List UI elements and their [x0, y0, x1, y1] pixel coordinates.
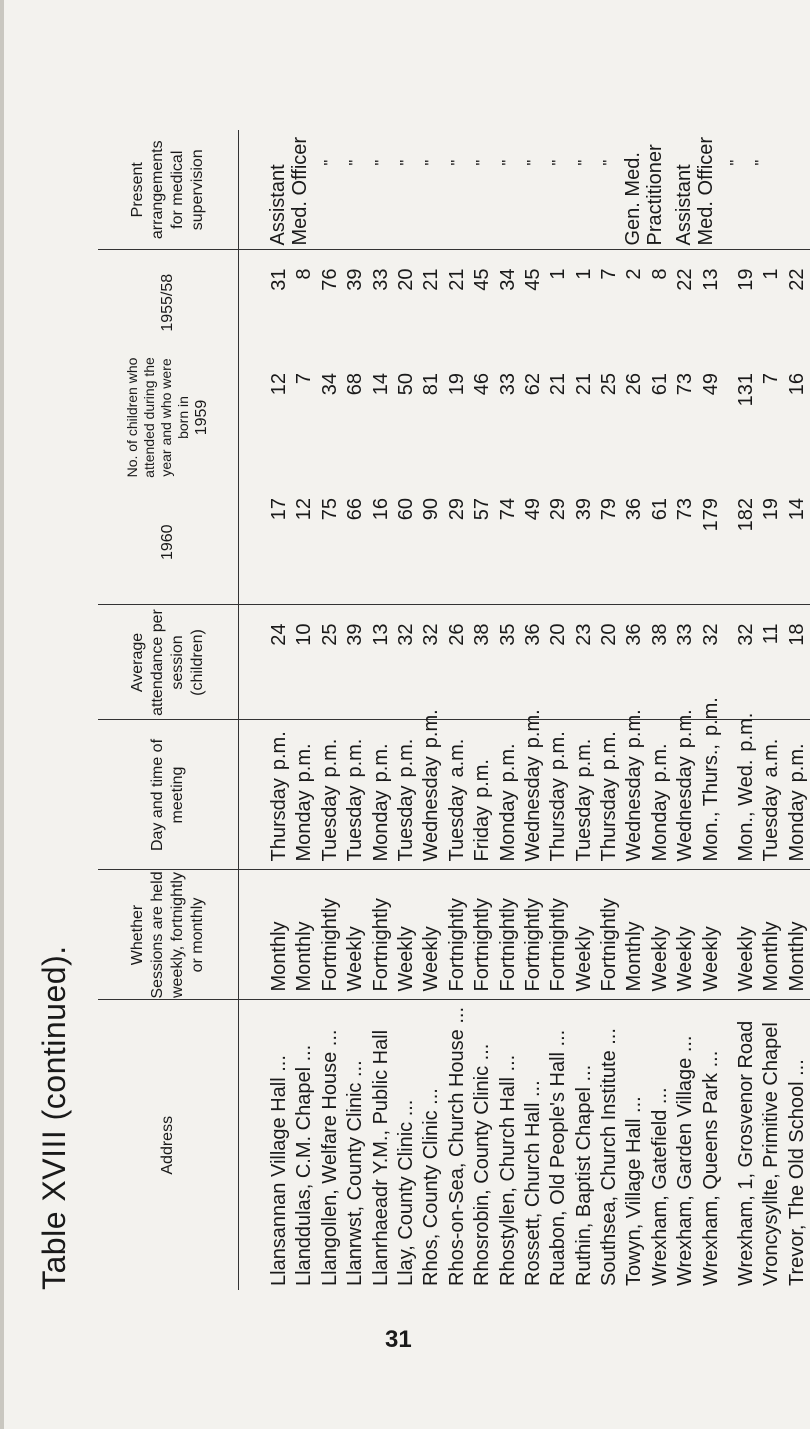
count-1959-cell: 49	[699, 373, 722, 396]
day-text: Wednesday	[623, 756, 646, 862]
count-1960-cell: 19	[760, 498, 783, 521]
sessions-cell: Fortnightly	[521, 898, 544, 992]
attendance-cell: 23	[572, 623, 595, 646]
count-1959-cell: 62	[521, 373, 544, 396]
address-cell: Rhosrobin, County Clinic ...	[471, 1043, 494, 1286]
count-1960-cell: 39	[572, 498, 595, 521]
day-time-cell	[445, 721, 470, 870]
count-1960-cell: 75	[318, 498, 341, 521]
address-cell: Wrexham, Queens Park ...	[699, 1050, 722, 1286]
count-1955-58-cell: 20	[394, 268, 417, 291]
ditto-mark: "	[499, 159, 517, 166]
time-text: p.m.	[268, 731, 290, 771]
header-day-time: Day and time of meeting	[98, 720, 239, 870]
count-1955-58-cell: 2	[623, 268, 646, 280]
count-1959-cell: 19	[445, 373, 468, 396]
day-time-cell	[572, 721, 597, 870]
sessions-cell: Monthly	[293, 921, 316, 992]
address-cell: Ruabon, Old People's Hall ...	[547, 1029, 570, 1286]
header-1960	[98, 480, 239, 605]
day-text: Monday	[648, 790, 671, 862]
day-text: Thursday	[598, 778, 621, 862]
count-1955-58-cell: 1	[572, 268, 595, 280]
col-officer	[239, 130, 810, 250]
day-text: Monday	[369, 790, 392, 862]
address-cell: Rhos, County Clinic ...	[420, 1088, 443, 1286]
time-text: p.m.	[521, 709, 544, 749]
attendance-cell: 32	[735, 623, 758, 646]
day-time-cell	[546, 721, 571, 870]
day-text: Tuesday	[572, 785, 595, 862]
header-attendance: Average attendance per session (children)	[98, 605, 239, 720]
attendance-cell: 13	[369, 623, 392, 646]
count-1959-cell: 26	[623, 373, 646, 396]
count-1959-cell: 33	[496, 373, 519, 396]
attendance-cell: 36	[521, 623, 544, 646]
count-1959-cell: 21	[547, 373, 570, 396]
count-1955-58-cell: 76	[318, 268, 341, 291]
day-text: Monday	[785, 790, 808, 862]
col-sessions	[239, 870, 810, 1000]
time-text: p.m.	[699, 697, 722, 737]
sessions-cell: Weekly	[648, 926, 671, 992]
officer-label-assistant-2: Assistant Med. Officer	[673, 136, 718, 246]
count-1959-cell: 25	[598, 373, 621, 396]
sessions-cell: Fortnightly	[598, 898, 621, 992]
ditto-mark: "	[321, 159, 339, 166]
ditto-mark: "	[575, 159, 593, 166]
day-text: Mon., Thurs.,	[699, 744, 722, 862]
time-text: p.m.	[394, 738, 417, 778]
count-1955-58-cell: 33	[369, 268, 392, 291]
count-1955-58-cell: 7	[598, 268, 621, 280]
sessions-cell: Monthly	[623, 921, 646, 992]
day-text: Monday	[293, 790, 316, 862]
group-label: No. of children who attended during the year and who were born in	[124, 357, 191, 478]
time-text: p.m.	[344, 738, 367, 778]
count-1959-cell: 16	[785, 373, 808, 396]
sessions-cell: Weekly	[394, 926, 417, 992]
attendance-cell: 33	[674, 623, 697, 646]
day-time-cell	[267, 721, 292, 870]
sessions-cell: Weekly	[735, 926, 758, 992]
ditto-mark: "	[423, 159, 441, 166]
attendance-cell: 32	[420, 623, 443, 646]
sessions-cell: Fortnightly	[445, 898, 468, 992]
time-text: p.m.	[648, 743, 671, 783]
sessions-cell: Fortnightly	[369, 898, 392, 992]
count-1955-58-cell: 8	[293, 268, 316, 280]
clinic-table	[98, 130, 810, 1290]
count-1955-58-cell: 22	[674, 268, 697, 291]
year-1960-label: 1960	[159, 524, 176, 561]
officer-label-assistant: Assistant Med. Officer	[267, 136, 311, 246]
ditto-mark: "	[728, 159, 746, 166]
time-text: p.m.	[623, 709, 646, 749]
count-1960-cell: 17	[268, 498, 290, 521]
address-cell: Llangollen, Welfare House ...	[318, 1029, 341, 1286]
col-attendance	[239, 605, 810, 720]
day-text: Tuesday	[760, 785, 783, 862]
sessions-cell: Weekly	[344, 926, 367, 992]
ditto-mark: "	[397, 159, 415, 166]
count-1960-cell: 182	[735, 498, 758, 532]
day-time-cell	[673, 709, 698, 870]
count-1955-58-cell: 21	[445, 268, 468, 291]
count-1959-cell: 7	[293, 373, 316, 385]
page-number: 31	[385, 1326, 412, 1353]
attendance-cell: 18	[785, 623, 808, 646]
address-cell: Trevor, The Old School ...	[785, 1059, 808, 1286]
count-1955-58-cell: 8	[648, 268, 671, 280]
address-cell: Southsea, Church Institute ...	[598, 1028, 621, 1286]
time-text: p.m.	[785, 743, 808, 783]
address-cell: Rhostyllen, Church Hall ...	[496, 1054, 519, 1286]
address-cell: Towyn, Village Hall ...	[623, 1096, 646, 1286]
day-text: Wednesday	[420, 756, 443, 862]
address-cell: Ruthin, Baptist Chapel ...	[572, 1064, 595, 1286]
sessions-cell: Weekly	[674, 926, 697, 992]
time-text: p.m.	[293, 743, 316, 783]
attendance-cell: 20	[598, 623, 621, 646]
header-1959	[98, 355, 239, 480]
count-1960-cell: 66	[344, 498, 367, 521]
count-1955-58-cell: 45	[521, 268, 544, 291]
time-text: p.m.	[496, 743, 519, 783]
count-1959-cell: 68	[344, 373, 367, 396]
ditto-mark: "	[372, 159, 390, 166]
day-text: Tuesday	[318, 785, 341, 862]
address-cell: Llanrwst, County Clinic ...	[344, 1060, 367, 1286]
day-text: Wednesday	[521, 756, 544, 862]
address-cell: Wrexham, 1, Grosvenor Road	[735, 1020, 758, 1286]
ditto-mark: "	[347, 159, 365, 166]
officer-label-gp: Gen. Med. Practitioner	[622, 144, 667, 246]
sessions-cell: Weekly	[699, 926, 722, 992]
address-cell: Rhos-on-Sea, Church House ...	[445, 1006, 468, 1286]
attendance-cell: 32	[394, 623, 417, 646]
attendance-cell: 38	[648, 623, 671, 646]
day-text: Thursday	[547, 778, 570, 862]
sessions-cell: Weekly	[420, 926, 443, 992]
time-text: p.m.	[572, 738, 595, 778]
count-1955-58-cell: 1	[547, 268, 570, 280]
count-1960-cell: 16	[369, 498, 392, 521]
attendance-cell: 36	[623, 623, 646, 646]
day-time-cell	[496, 721, 521, 870]
count-1959-cell: 12	[268, 373, 290, 396]
count-1955-58-cell: 45	[471, 268, 494, 291]
attendance-cell: 24	[268, 623, 290, 646]
day-time-cell	[343, 721, 368, 870]
attendance-cell: 32	[699, 623, 722, 646]
day-time-cell	[759, 721, 784, 870]
day-time-cell	[470, 721, 495, 870]
address-cell: Rossett, Church Hall ...	[521, 1080, 544, 1286]
sessions-cell: Monthly	[785, 921, 808, 992]
count-1960-cell: 79	[598, 498, 621, 521]
day-time-cell	[369, 721, 394, 870]
attendance-cell: 11	[760, 623, 783, 645]
sessions-cell: Fortnightly	[547, 898, 570, 992]
day-text: Thursday	[268, 778, 290, 862]
ditto-mark: "	[474, 159, 492, 166]
time-text: p.m.	[598, 731, 621, 771]
count-1960-cell: 29	[445, 498, 468, 521]
col-day-time	[239, 697, 810, 870]
ditto-mark: "	[601, 159, 619, 166]
time-text: a.m.	[760, 738, 783, 778]
count-1959-cell: 7	[760, 373, 783, 385]
header-address: Address	[98, 1000, 239, 1290]
day-time-cell	[521, 709, 546, 870]
sessions-cell: Monthly	[760, 921, 783, 992]
rotated-table-sheet	[30, 90, 808, 1300]
count-1955-58-cell: 31	[268, 268, 290, 291]
day-time-cell	[318, 721, 343, 870]
count-1955-58-cell: 34	[496, 268, 519, 291]
sessions-cell: Fortnightly	[471, 898, 494, 992]
count-1960-cell: 73	[674, 498, 697, 521]
header-row	[98, 130, 239, 1290]
count-1959-cell: 14	[369, 373, 392, 396]
count-1959-cell: 46	[471, 373, 494, 396]
year-1959-label: 1959	[193, 399, 210, 436]
address-cell: Llansannan Village Hall ...	[268, 1055, 290, 1286]
count-1960-cell: 60	[394, 498, 417, 521]
day-text: Monday	[496, 790, 519, 862]
sessions-cell: Fortnightly	[318, 898, 341, 992]
count-1955-58-cell: 21	[420, 268, 443, 291]
attendance-cell: 35	[496, 623, 519, 646]
day-time-cell	[699, 697, 724, 870]
count-1960-cell: 90	[420, 498, 443, 521]
table-body	[239, 130, 810, 1290]
attendance-cell: 25	[318, 623, 341, 646]
attendance-cell: 26	[445, 623, 468, 646]
page-title: Table XVIII (continued).	[36, 945, 72, 1290]
address-cell: Llanrhaeadr Y.M., Public Hall	[369, 1029, 392, 1286]
attendance-cell: 39	[344, 623, 367, 646]
day-text: Tuesday	[445, 785, 468, 862]
count-1959-cell: 34	[318, 373, 341, 396]
count-1960-cell: 29	[547, 498, 570, 521]
address-cell: Wrexham, Gatefield ...	[648, 1087, 671, 1286]
address-cell: Llay, County Clinic ...	[394, 1099, 417, 1286]
day-time-cell	[394, 721, 419, 870]
count-1960-cell: 61	[648, 498, 671, 521]
col-1960	[239, 480, 810, 605]
day-text: Wednesday	[674, 756, 697, 862]
count-1955-58-cell: 19	[735, 268, 758, 291]
attendance-cell: 38	[471, 623, 494, 646]
count-1960-cell: 57	[471, 498, 494, 521]
sessions-cell: Weekly	[572, 926, 595, 992]
day-time-cell	[419, 709, 444, 870]
day-time-cell	[648, 721, 673, 870]
col-1959	[239, 355, 810, 480]
count-1959-cell: 21	[572, 373, 595, 396]
time-text: p.m.	[318, 738, 341, 778]
header-1955-58	[98, 250, 239, 355]
day-time-cell	[734, 712, 759, 870]
page-edge	[0, 0, 4, 1429]
count-1955-58-cell: 39	[344, 268, 367, 291]
count-1959-cell: 131	[735, 373, 758, 407]
count-1955-58-cell: 22	[785, 268, 808, 291]
ditto-mark: "	[448, 159, 466, 166]
time-text: p.m.	[420, 709, 443, 749]
day-time-cell	[622, 709, 647, 870]
day-text: Friday	[471, 805, 494, 862]
col-address	[239, 1000, 810, 1290]
count-1955-58-cell: 1	[760, 268, 783, 280]
address-cell: Vroncysyllte, Primitive Chapel	[760, 1022, 783, 1286]
time-text: p.m.	[547, 731, 570, 771]
time-text: p.m.	[471, 759, 494, 798]
count-1959-cell: 61	[648, 373, 671, 396]
ditto-mark: "	[550, 159, 568, 166]
count-1959-cell: 81	[420, 373, 443, 396]
ditto-mark: "	[753, 159, 771, 166]
count-1960-cell: 179	[699, 498, 722, 532]
count-1960-cell: 49	[521, 498, 544, 521]
day-text: Mon., Wed.	[735, 759, 758, 862]
count-1960-cell: 12	[293, 498, 316, 521]
sessions-cell: Monthly	[268, 921, 290, 992]
count-1960-cell: 36	[623, 498, 646, 521]
day-text: Tuesday	[344, 785, 367, 862]
count-1959-cell: 73	[674, 373, 697, 396]
day-time-cell	[785, 721, 810, 870]
count-1955-58-cell: 13	[699, 268, 722, 291]
count-1959-cell: 50	[394, 373, 417, 396]
year-1955-58-label: 1955/58	[159, 273, 176, 332]
ditto-mark: "	[524, 159, 542, 166]
count-1960-cell: 74	[496, 498, 519, 521]
col-1955-58	[239, 250, 810, 355]
header-officer: Present arrangements for medical supervision	[98, 130, 239, 250]
count-1960-cell: 14	[785, 498, 808, 521]
sessions-cell: Fortnightly	[496, 898, 519, 992]
header-sessions: Whether Sessions are held weekly, fortnightly or monthly	[98, 870, 239, 1000]
attendance-cell: 20	[547, 623, 570, 646]
address-cell: Wrexham, Garden Village ...	[674, 1035, 697, 1286]
time-text: p.m.	[735, 712, 758, 752]
time-text: p.m.	[369, 743, 392, 783]
time-text: p.m.	[674, 709, 697, 749]
address-cell: Llanddulas, C.M. Chapel ...	[293, 1044, 316, 1286]
day-text: Tuesday	[394, 785, 417, 862]
attendance-cell: 10	[293, 623, 316, 646]
day-time-cell	[292, 721, 317, 870]
time-text: a.m.	[445, 738, 468, 778]
day-time-cell	[597, 721, 622, 870]
